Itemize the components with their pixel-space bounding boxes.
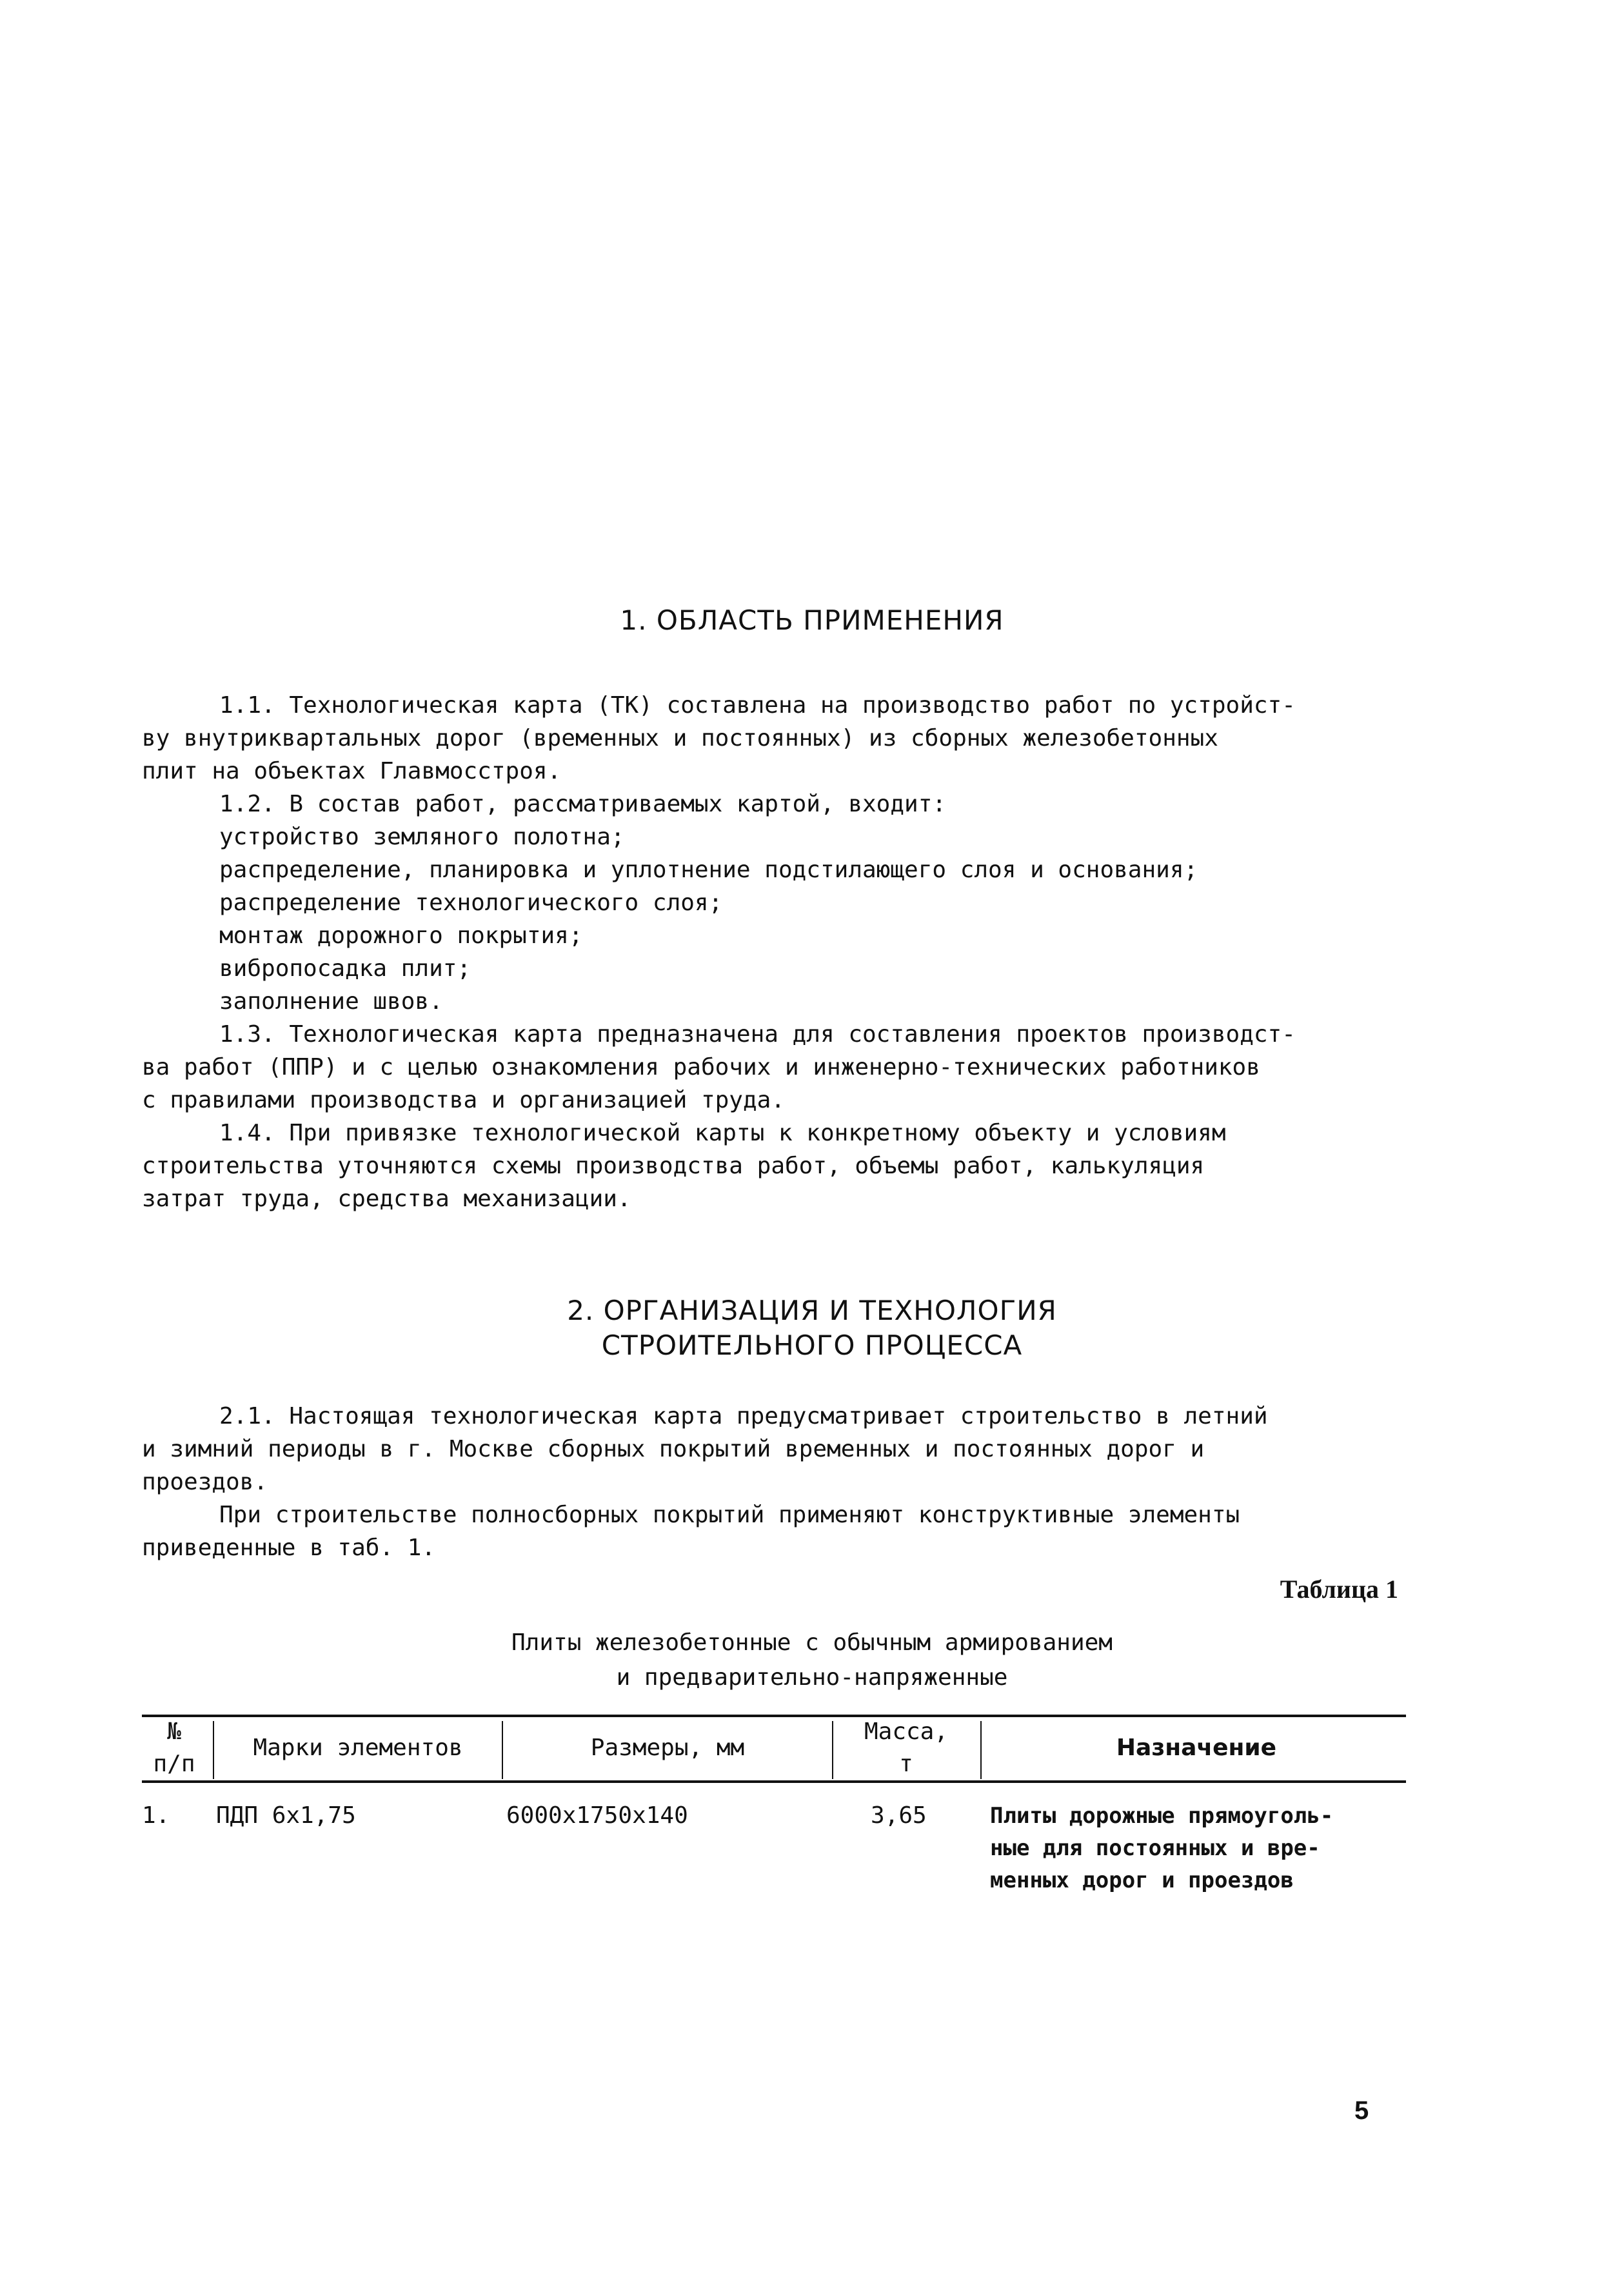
paragraph-1-3	[142, 1018, 1406, 1117]
table-header-bottom-rule	[142, 1780, 1406, 1783]
list-item: распределение, планировка и уплотнение подстилающего слоя и основания;	[219, 857, 1198, 883]
paragraph-line: ва работ (ППР) и с целью ознакомления рабочих и инженерно-технических работников	[142, 1054, 1260, 1080]
header-mass	[835, 1716, 977, 1780]
table-column-divider	[502, 1721, 503, 1779]
section-2-title-line: СТРОИТЕЛЬНОГО ПРОЦЕССА	[601, 1329, 1023, 1361]
table-label: Таблица 1	[1280, 1575, 1398, 1604]
list-item: устройство земляного полотна;	[219, 824, 625, 850]
paragraph-line: 1.1. Технологическая карта (ТК) составлена на производство работ по устройст-	[219, 692, 1296, 719]
row-number: 1.	[142, 1802, 170, 1829]
paragraph-1-2	[142, 788, 1406, 1018]
list-item: распределение технологического слоя;	[219, 890, 723, 916]
section-1-title: 1. ОБЛАСТЬ ПРИМЕНЕНИЯ	[620, 604, 1004, 636]
paragraph-line: 1.2. В состав работ, рассматриваемых картой, входит:	[219, 791, 947, 817]
section-2-title-line: 2. ОРГАНИЗАЦИЯ И ТЕХНОЛОГИЯ	[567, 1295, 1057, 1326]
row-purpose-line: ные для постоянных и вре-	[990, 1835, 1320, 1861]
page-number: 5	[1354, 2096, 1369, 2125]
paragraph-line: ву внутриквартальных дорог (временных и постоянных) из сборных железобетонных	[142, 725, 1218, 751]
paragraph-line: При строительстве полносборных покрытий применяют конструктивные элементы	[219, 1502, 1240, 1528]
section-2-title	[0, 1293, 1624, 1363]
header-mark: Марки элементов	[253, 1735, 463, 1761]
table-caption	[0, 1626, 1624, 1695]
table-caption-line: и предварительно-напряженные	[616, 1664, 1008, 1691]
table-column-divider	[213, 1721, 214, 1779]
paragraph-line: затрат труда, средства механизации.	[142, 1186, 631, 1212]
paragraph-line: проездов.	[142, 1469, 268, 1495]
row-purpose	[990, 1800, 1409, 1896]
row-size: 6000х1750х140	[506, 1802, 688, 1829]
header-number-line: п/п	[153, 1751, 195, 1777]
list-item: вибропосадка плит;	[219, 955, 471, 982]
header-size: Размеры, мм	[590, 1735, 745, 1761]
paragraph-line: 1.4. При привязке технологической карты к конкретному объекту и условиям	[219, 1120, 1226, 1146]
row-mark: ПДП 6х1,75	[216, 1802, 356, 1829]
list-item: заполнение швов.	[219, 988, 443, 1015]
list-item: монтаж дорожного покрытия;	[219, 922, 583, 949]
row-purpose-line: Плиты дорожные прямоуголь-	[990, 1803, 1334, 1829]
table-caption-line: Плиты железобетонные с обычным армированием	[511, 1629, 1113, 1656]
paragraph-line: строительства уточняются схемы производства работ, объемы работ, калькуляция	[142, 1153, 1205, 1179]
paragraph-line: 1.3. Технологическая карта предназначена для составления проектов производст-	[219, 1021, 1296, 1048]
paragraph-line: плит на объектах Главмосстроя.	[142, 758, 562, 784]
paragraph-2-2	[142, 1498, 1406, 1564]
table-column-divider	[980, 1721, 982, 1779]
row-mass: 3,65	[871, 1802, 927, 1829]
paragraph-2-1	[142, 1400, 1406, 1498]
paragraph-line: с правилами производства и организацией труда.	[142, 1087, 785, 1113]
paragraph-line: и зимний периоды в г. Москве сборных покрытий временных и постоянных дорог и	[142, 1436, 1205, 1462]
header-purpose: Назначение	[1116, 1735, 1277, 1761]
header-number	[142, 1716, 206, 1780]
table-top-rule	[142, 1715, 1406, 1717]
header-mass-line: т	[899, 1751, 913, 1777]
table-column-divider	[832, 1721, 833, 1779]
paragraph-line: 2.1. Настоящая технологическая карта предусматривает строительство в летний	[219, 1403, 1268, 1429]
paragraph-line: приведенные в таб. 1.	[142, 1535, 436, 1561]
paragraph-1-1	[142, 689, 1406, 788]
header-mass-line: Масса,	[864, 1718, 949, 1745]
header-number-line: №	[167, 1718, 181, 1745]
paragraph-1-4	[142, 1117, 1406, 1215]
row-purpose-line: менных дорог и проездов	[990, 1867, 1294, 1893]
